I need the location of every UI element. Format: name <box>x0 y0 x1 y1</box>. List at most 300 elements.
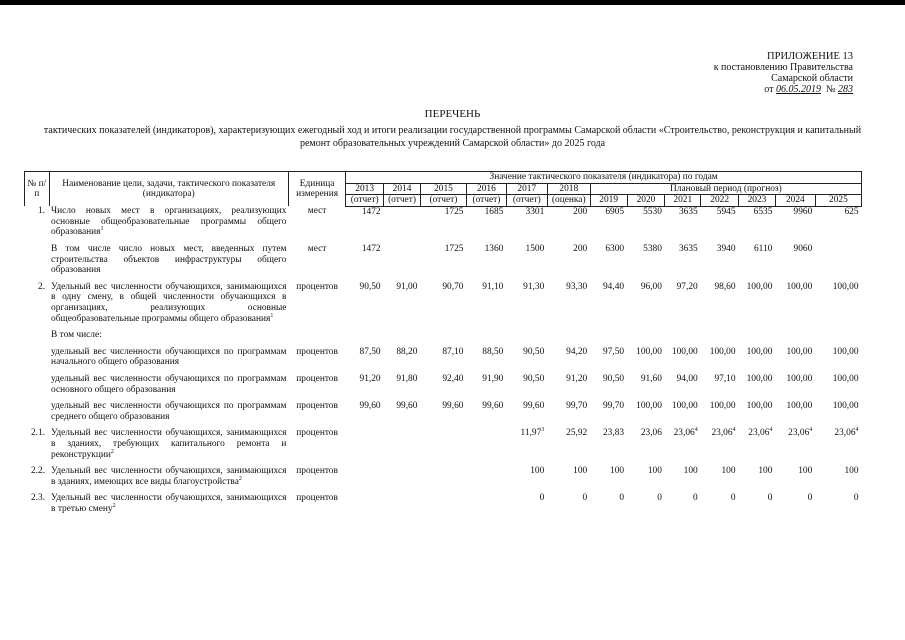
value-text: 6905 <box>605 206 625 217</box>
indicator-name <box>49 244 288 276</box>
header-plan-year: 2020 <box>627 195 665 207</box>
header-plan-year: 2019 <box>590 195 627 207</box>
value-cell <box>775 374 815 395</box>
appendix-date-line <box>633 84 853 95</box>
row-number: 2.2. <box>30 466 46 477</box>
header-value-group: Значение тактического показателя (индикатора) по годам <box>346 172 862 184</box>
value-text: 1725 <box>444 244 464 255</box>
value-cell <box>739 374 776 395</box>
value-text: 97,50 <box>602 346 625 357</box>
value-text: 87,50 <box>359 346 381 357</box>
value-text: 98,60 <box>714 281 736 292</box>
unit-cell: процентов <box>296 346 338 357</box>
value-cell <box>420 244 466 276</box>
value-text: 90,70 <box>442 281 464 292</box>
value-cell <box>590 374 627 395</box>
value-text: 94,40 <box>602 281 625 292</box>
value-text: 0 <box>582 493 588 504</box>
value-cell <box>665 282 701 324</box>
value-cell <box>627 493 665 514</box>
value-cell <box>346 347 384 368</box>
unit-cell: процентов <box>296 466 338 477</box>
indicator-name <box>49 374 288 395</box>
value-text: 100,00 <box>746 346 773 357</box>
value-cell <box>665 347 701 368</box>
value-cell <box>547 347 590 368</box>
value-text: 6300 <box>605 244 625 255</box>
header-unit: Единица измерения <box>288 172 345 207</box>
header-year-note: (отчет) <box>384 195 421 207</box>
value-text: 90,50 <box>523 374 545 384</box>
value-cell <box>346 282 384 324</box>
doc-subheading: тактических показателей (индикаторов), характеризующих ежегодный ход и итоги реализации государственной программы Самарской области «Строительство, реконструкция и капитальный ремонт образовательных учреждений Самарской области» до 2025 года <box>43 125 862 149</box>
value-text: 100,00 <box>832 401 859 412</box>
appendix-block <box>633 51 853 95</box>
value-text: 87,10 <box>442 346 464 357</box>
table-row <box>25 206 862 238</box>
table-row <box>25 330 862 341</box>
value-text: 91,00 <box>396 281 418 292</box>
value-cell <box>665 428 701 460</box>
header-plan-year: 2025 <box>815 195 861 207</box>
value-text: 9060 <box>793 244 813 255</box>
value-cell <box>815 374 861 395</box>
value-text: 1472 <box>361 244 381 255</box>
header-plan-period: Плановый период (прогноз) <box>590 183 861 195</box>
unit-cell: процентов <box>296 428 338 439</box>
value-text: 3635 <box>678 244 698 255</box>
footnote-mark: 2 <box>238 475 242 482</box>
value-cell <box>627 428 665 460</box>
value-cell <box>665 493 701 514</box>
value-text: 96,00 <box>640 281 662 292</box>
indicator-name <box>49 347 288 368</box>
value-cell <box>739 493 776 514</box>
value-text: 100,00 <box>786 281 813 292</box>
value-cell <box>775 206 815 238</box>
value-cell <box>815 282 861 324</box>
header-plan-year: 2024 <box>775 195 815 207</box>
value-cell <box>739 347 776 368</box>
value-cell <box>547 244 590 276</box>
value-text: 23,06 <box>711 428 733 439</box>
value-cell <box>739 206 776 238</box>
indicator-name-text: удельный вес численности обучающихся по программам начального общего образования <box>51 346 287 368</box>
value-cell <box>420 428 466 460</box>
value-text: 100 <box>610 466 625 477</box>
value-text: 99,60 <box>396 401 418 412</box>
row-number: 1. <box>38 206 46 217</box>
value-cell <box>506 428 547 460</box>
row-number: 2.1. <box>30 428 46 439</box>
value-text: 23,06 <box>673 428 695 439</box>
row-number: 2.3. <box>30 493 46 504</box>
indicator-name <box>49 282 288 324</box>
value-cell <box>775 244 815 276</box>
value-cell <box>775 493 815 514</box>
value-cell <box>627 466 665 487</box>
value-text: 100 <box>573 466 588 477</box>
value-cell <box>506 282 547 324</box>
appendix-line-2: Самарской области <box>771 73 853 84</box>
value-cell <box>547 330 590 341</box>
value-footnote-mark: 4 <box>769 427 773 434</box>
table-row <box>25 466 862 487</box>
value-cell <box>420 282 466 324</box>
value-cell <box>547 374 590 395</box>
footnote-mark: 2 <box>110 448 114 455</box>
value-text: 100,00 <box>671 346 698 357</box>
value-text: 91,90 <box>482 374 504 384</box>
indicators-table <box>24 171 862 521</box>
value-cell <box>701 466 739 487</box>
value-cell <box>815 330 861 341</box>
value-footnote-mark: 4 <box>694 427 698 434</box>
value-cell <box>346 466 384 487</box>
value-text: 91,80 <box>396 374 418 384</box>
row-number <box>25 347 50 368</box>
unit-cell: процентов <box>296 374 338 384</box>
value-text: 100,00 <box>832 281 859 292</box>
value-text: 91,60 <box>640 374 662 384</box>
value-cell <box>420 401 466 422</box>
value-cell <box>775 347 815 368</box>
value-text: 0 <box>807 493 813 504</box>
row-number <box>25 330 50 341</box>
value-text: 23,06 <box>788 428 810 439</box>
value-text: 100,00 <box>709 346 736 357</box>
value-cell <box>627 282 665 324</box>
table-row <box>25 428 862 460</box>
value-cell <box>775 466 815 487</box>
value-cell <box>384 493 421 514</box>
value-cell <box>701 206 739 238</box>
indicator-name-text: удельный вес численности обучающихся по программам среднего общего образования <box>51 401 287 422</box>
indicator-name <box>49 428 288 460</box>
value-footnote-mark: 3 <box>541 427 545 434</box>
value-cell <box>466 347 506 368</box>
value-cell <box>775 330 815 341</box>
value-cell <box>466 493 506 514</box>
value-cell <box>466 428 506 460</box>
header-name: Наименование цели, задачи, тактического показателя (индикатора) <box>49 172 288 207</box>
value-cell <box>701 330 739 341</box>
table-row <box>25 401 862 422</box>
value-text: 200 <box>573 244 588 255</box>
value-text: 92,40 <box>442 374 464 384</box>
value-cell <box>466 401 506 422</box>
value-text: 3635 <box>678 206 698 217</box>
value-text: 5945 <box>716 206 736 217</box>
from-label: от <box>764 84 774 95</box>
value-cell <box>775 401 815 422</box>
value-cell <box>815 466 861 487</box>
value-cell <box>590 466 627 487</box>
value-text: 9960 <box>793 206 813 217</box>
number-label: № <box>825 84 836 95</box>
value-text: 0 <box>657 493 662 504</box>
value-cell <box>547 401 590 422</box>
value-text: 0 <box>693 493 698 504</box>
value-cell <box>701 282 739 324</box>
value-text: 1500 <box>525 244 545 255</box>
row-number <box>25 244 50 276</box>
value-text: 100 <box>844 466 859 477</box>
value-text: 100,00 <box>671 401 698 412</box>
indicator-name <box>49 493 288 514</box>
value-cell <box>420 374 466 395</box>
value-cell <box>384 244 421 276</box>
value-text: 1685 <box>484 206 504 217</box>
decree-date: 06.05.2019 <box>775 84 821 95</box>
value-cell <box>590 493 627 514</box>
value-cell <box>627 374 665 395</box>
value-text: 100,00 <box>786 346 813 357</box>
value-cell <box>346 428 384 460</box>
unit-cell: процентов <box>296 493 338 504</box>
value-text: 3301 <box>525 206 545 217</box>
decree-number: 283 <box>838 84 853 95</box>
value-cell <box>815 428 861 460</box>
value-cell <box>346 401 384 422</box>
value-cell <box>346 330 384 341</box>
value-cell <box>384 347 421 368</box>
value-cell <box>384 466 421 487</box>
table-row <box>25 493 862 514</box>
footnote-mark: 1 <box>270 312 274 319</box>
value-cell <box>346 374 384 395</box>
value-cell <box>547 466 590 487</box>
unit-cell: процентов <box>296 281 338 292</box>
value-text: 100,00 <box>746 401 773 412</box>
value-cell <box>420 466 466 487</box>
value-text: 0 <box>539 493 545 504</box>
header-year: 2016 <box>466 183 506 195</box>
value-text: 99,60 <box>523 401 545 412</box>
value-cell <box>815 206 861 238</box>
header-plan-year: 2022 <box>701 195 739 207</box>
value-text: 1472 <box>361 206 381 217</box>
value-cell <box>346 244 384 276</box>
indicator-name-text: Число новых мест в организациях, реализующих основные общеобразовательные программы общего образования <box>51 206 287 238</box>
value-text: 200 <box>573 206 588 217</box>
value-text: 11,97 <box>520 428 542 439</box>
indicator-name <box>49 206 288 238</box>
value-text: 6110 <box>753 244 773 255</box>
value-cell <box>739 401 776 422</box>
header-year: 2014 <box>384 183 421 195</box>
header-year: 2017 <box>506 183 547 195</box>
value-text: 97,10 <box>714 374 736 384</box>
indicator-name-text: В том числе число новых мест, введенных путем строительства объектов инфраструктуры общего образования <box>51 244 287 276</box>
value-text: 0 <box>619 493 625 504</box>
value-text: 88,50 <box>482 346 504 357</box>
value-cell <box>665 206 701 238</box>
value-text: 23,06 <box>834 428 856 439</box>
value-cell <box>384 206 421 238</box>
value-text: 90,50 <box>602 374 625 384</box>
header-no: № п/п <box>25 172 50 207</box>
value-cell <box>665 244 701 276</box>
value-cell <box>547 428 590 460</box>
value-text: 5380 <box>643 244 662 255</box>
value-cell <box>701 374 739 395</box>
value-cell <box>815 401 861 422</box>
table-body <box>25 206 862 520</box>
value-cell <box>627 206 665 238</box>
indicator-name-text: В том числе: <box>51 330 102 341</box>
header-year: 2013 <box>346 183 384 195</box>
value-cell <box>346 493 384 514</box>
value-text: 100 <box>683 466 698 477</box>
value-text: 0 <box>730 493 736 504</box>
value-cell <box>739 330 776 341</box>
value-footnote-mark: 4 <box>732 427 736 434</box>
value-cell <box>466 206 506 238</box>
row-number <box>25 401 50 422</box>
value-cell <box>506 244 547 276</box>
value-cell <box>590 330 627 341</box>
scan-top-border <box>0 0 905 5</box>
value-text: 100,00 <box>786 401 813 412</box>
value-text: 99,60 <box>359 401 381 412</box>
value-footnote-mark: 4 <box>809 427 813 434</box>
value-cell <box>590 206 627 238</box>
table-row <box>25 282 862 324</box>
value-cell <box>590 244 627 276</box>
header-plan-year: 2021 <box>665 195 701 207</box>
header-year-note: (отчет) <box>420 195 466 207</box>
value-text: 91,20 <box>359 374 381 384</box>
value-cell <box>506 401 547 422</box>
value-cell <box>665 330 701 341</box>
header-year-note: (отчет) <box>346 195 384 207</box>
value-cell <box>420 330 466 341</box>
table-row <box>25 244 862 276</box>
value-text: 93,30 <box>566 281 588 292</box>
indicator-name-text: Удельный вес численности обучающихся, занимающихся в одну смену, в общей численности обучающихся в организациях, реализующих основные общеобразовательные программы общего образования <box>51 281 287 324</box>
value-text: 99,60 <box>442 401 464 412</box>
row-number <box>25 374 50 395</box>
value-cell <box>701 347 739 368</box>
value-cell <box>420 206 466 238</box>
header-year-note: (отчет) <box>506 195 547 207</box>
indicator-name-text: Удельный вес численности обучающихся, занимающихся в зданиях, имеющих все виды благоустройства <box>51 466 287 487</box>
appendix-title: ПРИЛОЖЕНИЕ 13 <box>767 51 853 62</box>
value-cell <box>701 493 739 514</box>
value-cell <box>739 244 776 276</box>
value-text: 99,70 <box>602 401 625 412</box>
appendix-line-1: к постановлению Правительства <box>713 62 853 73</box>
row-spacer <box>25 515 862 521</box>
header-year: 2015 <box>420 183 466 195</box>
value-text: 3940 <box>716 244 736 255</box>
value-text: 100 <box>647 466 662 477</box>
header-year-note: (отчет) <box>466 195 506 207</box>
value-text: 91,30 <box>523 281 545 292</box>
value-cell <box>775 428 815 460</box>
value-text: 100,00 <box>746 281 773 292</box>
value-text: 94,20 <box>566 346 588 357</box>
value-cell <box>384 374 421 395</box>
value-text: 100 <box>758 466 773 477</box>
value-cell <box>547 206 590 238</box>
value-cell <box>506 493 547 514</box>
value-cell <box>627 401 665 422</box>
value-text: 25,92 <box>566 428 588 439</box>
value-cell <box>627 330 665 341</box>
value-cell <box>627 347 665 368</box>
value-text: 5530 <box>643 206 662 217</box>
value-cell <box>420 347 466 368</box>
value-text: 91,20 <box>566 374 588 384</box>
value-text: 6535 <box>753 206 773 217</box>
value-text: 625 <box>844 206 859 217</box>
value-cell <box>420 493 466 514</box>
value-cell <box>590 428 627 460</box>
value-text: 100 <box>798 466 813 477</box>
value-text: 1360 <box>484 244 504 255</box>
value-cell <box>506 206 547 238</box>
value-text: 0 <box>767 493 773 504</box>
value-cell <box>384 428 421 460</box>
value-footnote-mark: 4 <box>855 427 859 434</box>
value-text: 100,00 <box>832 374 859 384</box>
header-year-note: (оценка) <box>547 195 590 207</box>
value-cell <box>739 282 776 324</box>
value-text: 23,06 <box>640 428 662 439</box>
value-cell <box>775 282 815 324</box>
value-cell <box>701 428 739 460</box>
unit-cell: процентов <box>296 401 338 412</box>
indicator-name <box>49 330 288 341</box>
value-text: 1725 <box>444 206 464 217</box>
value-cell <box>627 244 665 276</box>
table-row <box>25 374 862 395</box>
value-text: 23,83 <box>602 428 625 439</box>
value-text: 91,10 <box>482 281 504 292</box>
value-cell <box>590 347 627 368</box>
header-year: 2018 <box>547 183 590 195</box>
value-cell <box>665 374 701 395</box>
value-text: 90,50 <box>359 281 381 292</box>
value-text: 97,20 <box>676 281 698 292</box>
value-cell <box>506 466 547 487</box>
value-cell <box>590 401 627 422</box>
value-cell <box>739 466 776 487</box>
value-cell <box>384 401 421 422</box>
value-cell <box>466 466 506 487</box>
value-cell <box>815 244 861 276</box>
row-number: 2. <box>38 281 46 292</box>
value-cell <box>590 282 627 324</box>
value-text: 100 <box>530 466 545 477</box>
value-text: 100,00 <box>636 346 662 357</box>
value-text: 100,00 <box>832 346 859 357</box>
header-plan-year: 2023 <box>739 195 776 207</box>
doc-heading: ПЕРЕЧЕНЬ <box>424 108 481 120</box>
value-text: 100,00 <box>709 401 736 412</box>
value-cell <box>665 466 701 487</box>
value-cell <box>384 282 421 324</box>
indicator-name-text: Удельный вес численности обучающихся, занимающихся в зданиях, требующих капитального ремонта и реконструкции <box>51 428 287 460</box>
unit-cell <box>288 330 345 341</box>
value-cell <box>506 347 547 368</box>
value-cell <box>384 330 421 341</box>
indicator-name-text: удельный вес численности обучающихся по программам основного общего образования <box>51 374 287 395</box>
value-text: 100 <box>721 466 736 477</box>
footnote-mark: 1 <box>100 226 104 233</box>
